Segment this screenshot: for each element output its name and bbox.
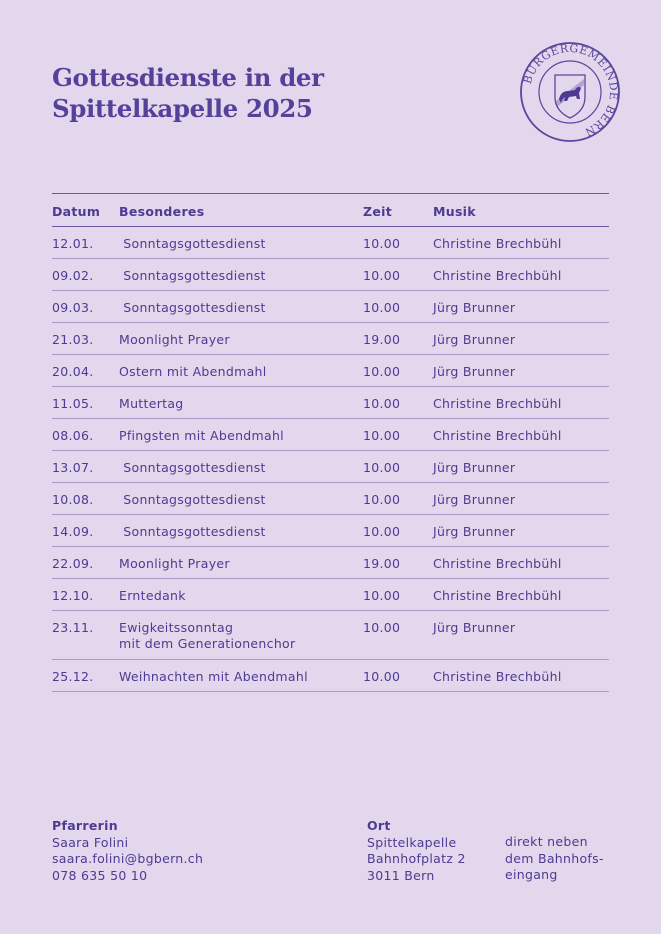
time-cell: 10.00	[363, 620, 401, 635]
note-line-3: eingang	[505, 867, 558, 882]
table-row	[52, 515, 609, 547]
date-cell: 08.06.	[52, 428, 94, 443]
note-line-2: dem Bahnhofs-	[505, 850, 604, 866]
music-cell: Jürg Brunner	[433, 300, 516, 315]
table-row	[52, 451, 609, 483]
table-row	[52, 323, 609, 355]
date-cell: 09.02.	[52, 268, 94, 283]
time-cell: 10.00	[363, 428, 401, 443]
pastor-label: Pfarrerin	[52, 818, 118, 833]
special-cell: Erntedank	[119, 588, 186, 603]
column-header-time: Zeit	[363, 204, 393, 219]
table-row	[52, 419, 609, 451]
page-title	[52, 62, 472, 124]
music-cell: Jürg Brunner	[433, 524, 516, 539]
special-cell: Muttertag	[119, 396, 184, 411]
date-cell: 12.10.	[52, 588, 94, 603]
burgergemeinde-logo	[519, 41, 621, 143]
special-line-1: Ewigkeitssonntag	[119, 620, 234, 635]
pastor-contact	[52, 818, 203, 884]
table-row	[52, 483, 609, 515]
title-line-1: Gottesdienste in der	[52, 63, 324, 92]
special-cell: Sonntagsgottesdienst	[119, 236, 266, 251]
table-row	[52, 547, 609, 579]
date-cell: 23.11.	[52, 620, 94, 635]
date-cell: 11.05.	[52, 396, 94, 411]
music-cell: Jürg Brunner	[433, 460, 516, 475]
date-cell: 21.03.	[52, 332, 94, 347]
table-row	[52, 227, 609, 259]
table-row	[52, 291, 609, 323]
date-cell: 12.01.	[52, 236, 94, 251]
music-cell: Jürg Brunner	[433, 492, 516, 507]
time-cell: 10.00	[363, 492, 401, 507]
special-cell: Moonlight Prayer	[119, 332, 230, 347]
pastor-name: Saara Folini	[52, 834, 129, 850]
time-cell: 10.00	[363, 588, 401, 603]
special-cell: Sonntagsgottesdienst	[119, 268, 266, 283]
pastor-phone: 078 635 50 10	[52, 867, 148, 883]
time-cell: 10.00	[363, 268, 401, 283]
location-note	[505, 834, 604, 884]
music-cell: Christine Brechbühl	[433, 396, 562, 411]
music-cell: Jürg Brunner	[433, 332, 516, 347]
logo-ring-text: BURGERGEMEINDE BERN	[520, 41, 621, 139]
location-label: Ort	[367, 818, 391, 833]
column-header-special: Besonderes	[119, 204, 205, 219]
music-cell: Jürg Brunner	[433, 620, 516, 635]
time-cell: 10.00	[363, 364, 401, 379]
music-cell: Christine Brechbühl	[433, 588, 562, 603]
time-cell: 10.00	[363, 236, 401, 251]
music-cell: Jürg Brunner	[433, 364, 516, 379]
music-cell: Christine Brechbühl	[433, 236, 562, 251]
table-row	[52, 660, 609, 692]
time-cell: 10.00	[363, 460, 401, 475]
special-line-2: mit dem Generationenchor	[119, 636, 296, 651]
column-header-music: Musik	[433, 204, 476, 219]
special-cell: Pfingsten mit Abendmahl	[119, 428, 284, 443]
special-cell: Sonntagsgottesdienst	[119, 524, 266, 539]
special-cell: Sonntagsgottesdienst	[119, 300, 266, 315]
music-cell: Christine Brechbühl	[433, 669, 562, 684]
special-cell	[119, 620, 295, 652]
date-cell: 10.08.	[52, 492, 94, 507]
date-cell: 09.03.	[52, 300, 94, 315]
time-cell: 10.00	[363, 669, 401, 684]
table-row	[52, 579, 609, 611]
music-cell: Christine Brechbühl	[433, 268, 562, 283]
date-cell: 14.09.	[52, 524, 94, 539]
title-line-2: Spittelkapelle 2025	[52, 94, 313, 123]
location-line-2: Bahnhofplatz 2	[367, 851, 466, 866]
table-row	[52, 611, 609, 660]
note-line-1: direkt neben	[505, 834, 588, 849]
special-cell: Sonntagsgottesdienst	[119, 460, 266, 475]
time-cell: 19.00	[363, 556, 401, 571]
date-cell: 20.04.	[52, 364, 94, 379]
date-cell: 22.09.	[52, 556, 94, 571]
time-cell: 10.00	[363, 396, 401, 411]
music-cell: Christine Brechbühl	[433, 556, 562, 571]
location-line-1: Spittelkapelle	[367, 834, 457, 850]
service-table	[52, 193, 609, 692]
table-header-row	[52, 194, 609, 227]
location-info	[367, 818, 466, 884]
time-cell: 19.00	[363, 332, 401, 347]
date-cell: 13.07.	[52, 460, 94, 475]
special-cell: Ostern mit Abendmahl	[119, 364, 267, 379]
pastor-email[interactable]: saara.folini@bgbern.ch	[52, 851, 204, 866]
special-cell: Moonlight Prayer	[119, 556, 230, 571]
table-row	[52, 259, 609, 291]
table-row	[52, 387, 609, 419]
time-cell: 10.00	[363, 524, 401, 539]
location-line-3: 3011 Bern	[367, 867, 435, 883]
date-cell: 25.12.	[52, 669, 94, 684]
music-cell: Christine Brechbühl	[433, 428, 562, 443]
time-cell: 10.00	[363, 300, 401, 315]
table-row	[52, 355, 609, 387]
special-cell: Weihnachten mit Abendmahl	[119, 669, 308, 684]
column-header-date: Datum	[52, 204, 101, 219]
special-cell: Sonntagsgottesdienst	[119, 492, 266, 507]
